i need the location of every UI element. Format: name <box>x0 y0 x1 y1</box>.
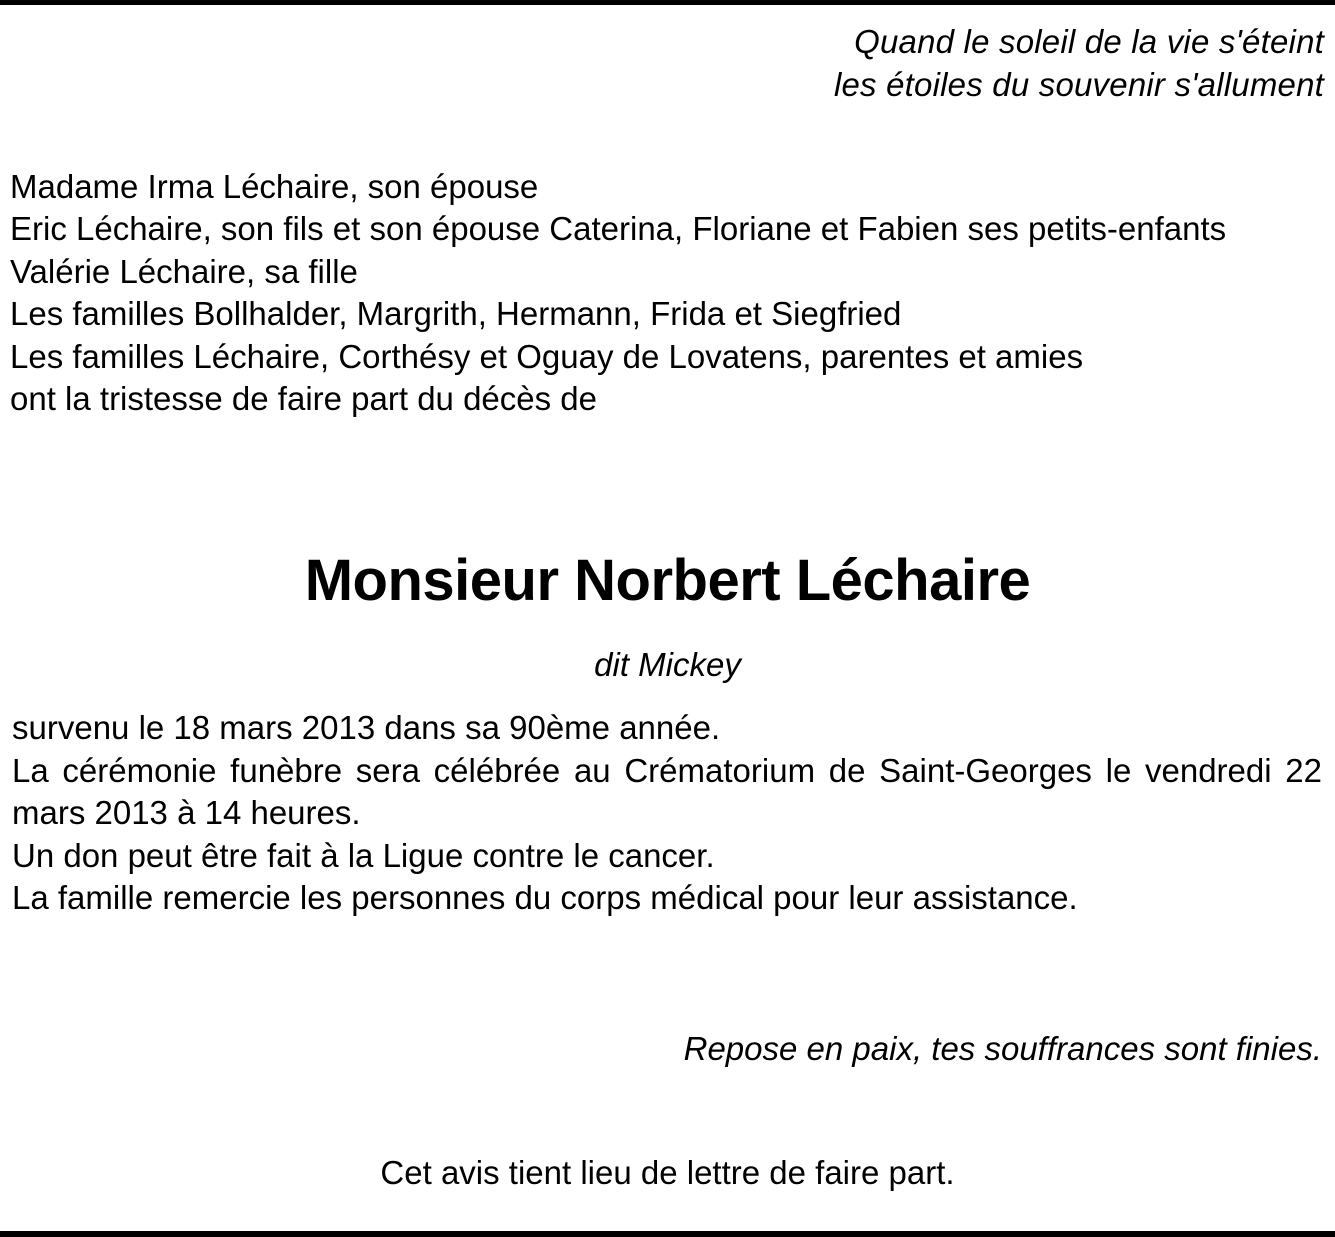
donation-line: Un don peut être fait à la Ligue contre le cancer. <box>12 836 715 874</box>
family-line-spouse: Madame Irma Léchaire, son épouse <box>10 168 539 205</box>
epigraph-quote <box>834 20 1324 106</box>
family-line-daughter: Valérie Léchaire, sa fille <box>10 252 358 290</box>
ceremony-line: La cérémonie funèbre sera célébrée au Crématorium de Saint-Georges le vendredi 22 mars 2013 à 14 heures. <box>12 751 1322 832</box>
thanks-line: La famille remercie les personnes du corps médical pour leur assistance. <box>12 879 1078 917</box>
funeral-details <box>12 707 1322 920</box>
epigraph-line: Quand le soleil de la vie s'éteint <box>854 23 1324 60</box>
deceased-name: Monsieur Norbert Léchaire <box>304 548 1031 613</box>
family-line-son: Eric Léchaire, son fils et son épouse Caterina, Floriane et Fabien ses petits-enfants <box>10 210 1227 248</box>
family-line-relatives: Les familles Léchaire, Corthésy et Oguay de Lovatens, parentes et amies <box>10 337 1084 375</box>
top-border-rule <box>0 0 1335 5</box>
family-announcement <box>10 166 1226 420</box>
farewell-message: Repose en paix, tes souffrances sont finies. <box>683 1030 1322 1067</box>
notice-line: Cet avis tient lieu de lettre de faire part. <box>380 1154 955 1191</box>
family-line-intro: ont la tristesse de faire part du décès de <box>10 380 598 418</box>
epigraph-line: les étoiles du souvenir s'allument <box>833 66 1324 103</box>
family-line-bollhalder: Les familles Bollhalder, Margrith, Hermann, Frida et Siegfried <box>10 295 902 333</box>
death-date-line: survenu le 18 mars 2013 dans sa 90ème année. <box>12 709 721 746</box>
bottom-border-rule <box>0 1231 1335 1237</box>
deceased-nickname: dit Mickey <box>594 646 741 683</box>
